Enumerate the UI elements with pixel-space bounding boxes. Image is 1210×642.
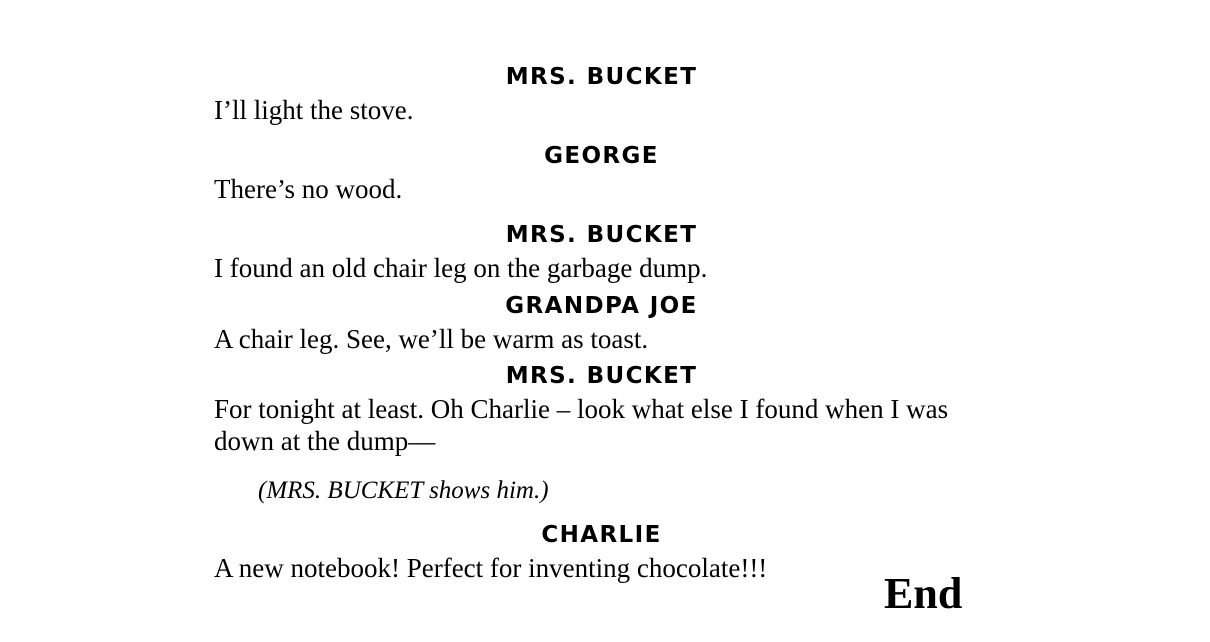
dialogue-block (214, 66, 1014, 127)
character-name: CHARLIE (541, 522, 662, 549)
dialogue-block (214, 365, 1014, 458)
character-name: MRS. BUCKET (505, 221, 698, 248)
character-name: MRS. BUCKET (505, 363, 698, 390)
block-spacer (214, 458, 1014, 476)
dialogue-text: For tonight at least. Oh Charlie – look what else I found when I was down at the dump— (214, 394, 949, 457)
dialogue-text: A chair leg. See, we’ll be warm as toast. (214, 323, 649, 354)
character-name: GRANDPA JOE (505, 292, 698, 319)
dialogue-block (214, 221, 1014, 285)
character-name: MRS. BUCKET (505, 64, 698, 90)
dialogue-text: A new notebook! Perfect for inventing chocolate!!! (214, 553, 768, 584)
dialogue-text: There’s no wood. (214, 173, 403, 204)
dialogue-block (214, 142, 1014, 206)
character-name: GEORGE (544, 142, 659, 169)
end-mark: End (884, 569, 963, 618)
dialogue-text: I found an old chair leg on the garbage dump. (214, 252, 708, 283)
stage-direction: (MRS. BUCKET shows him.) (258, 477, 549, 505)
script-body (214, 66, 1014, 585)
dialogue-text: I’ll light the stove. (214, 95, 414, 125)
dialogue-block (214, 292, 1014, 356)
